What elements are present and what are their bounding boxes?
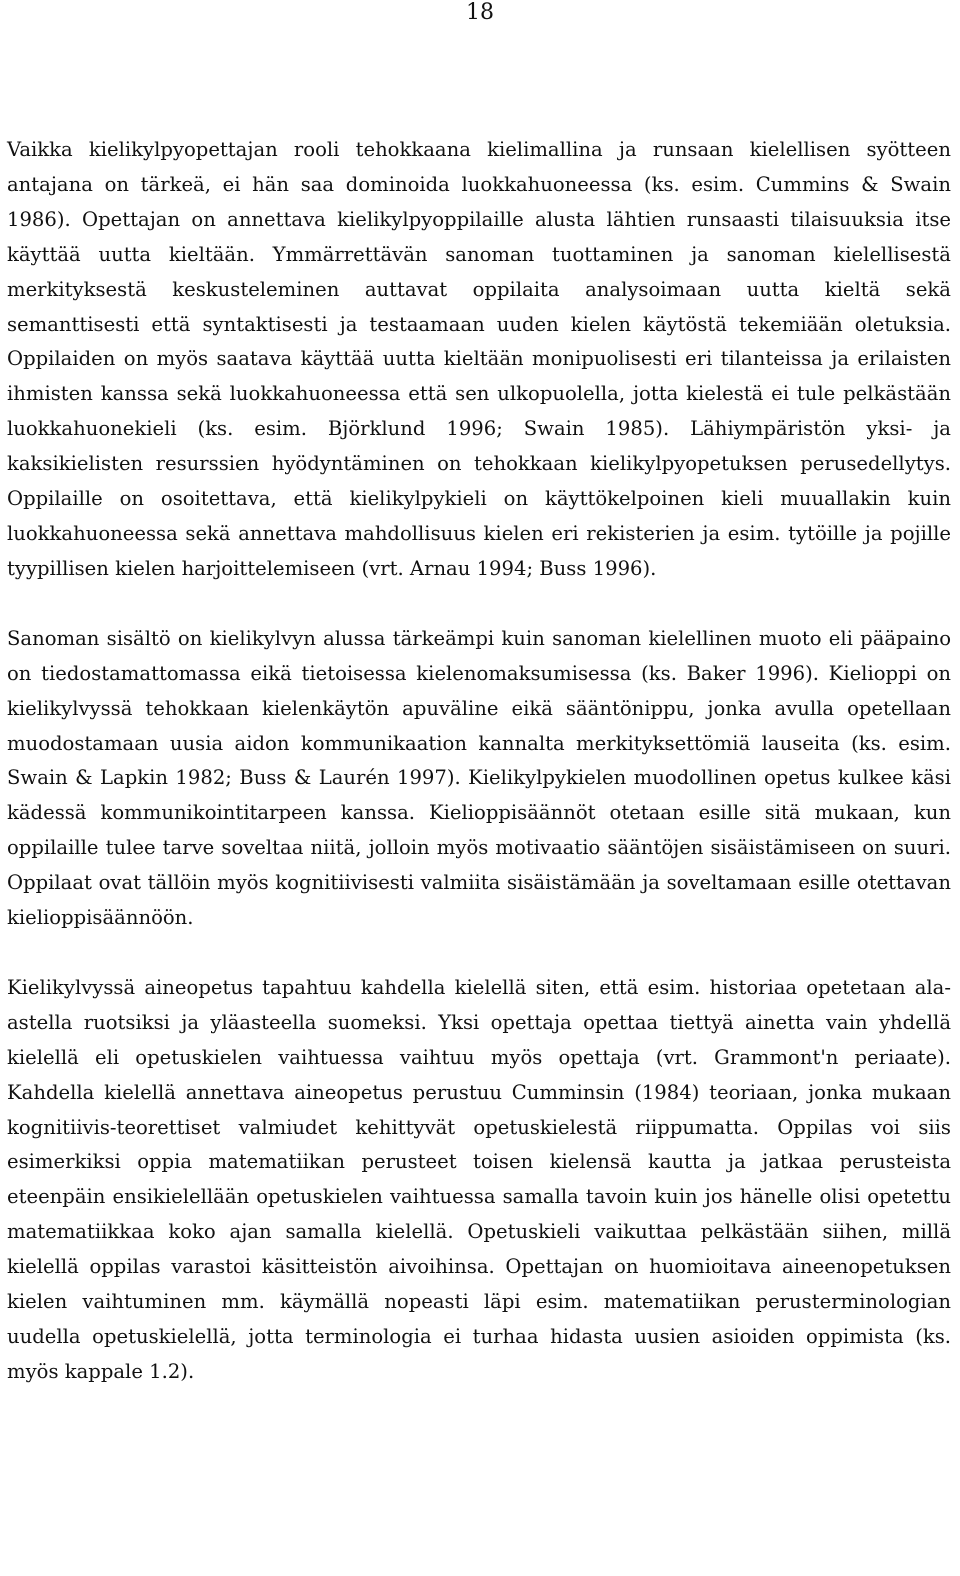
paragraph-3: Kielikylvyssä aineopetus tapahtuu kahdella kielellä siten, että esim. historiaa opetetaan ala-astella ruotsiksi ja yläasteella suomeksi. Yksi opettaja opettaa tiettyä ainetta vain yhdellä kielellä eli opetuskielen vaihtuessa vaihtuu myös opettaja (vrt. Grammont'n periaate). Kahdella kielellä annettava aineopetus perustuu Cumminsin (1984) teoriaan, jonka mukaan kognitiivis-teorettiset valmiudet kehittyvät opetuskielestä riippumatta. Oppilas voi siis esimerkiksi oppia matematiikan perusteet toisen kielensä kautta ja jatkaa perusteista eteenpäin ensikielellään opetuskielen vaihtuessa samalla tavoin kuin jos hänelle olisi opetettu matematiikkaa koko ajan samalla kielellä. Opetuskieli vaikuttaa pelkästään siihen, millä kielellä oppilas varastoi käsitteistön aivoihinsa. Opettajan on huomioitava aineenopetuksen kielen vaihtuminen mm. käymällä nopeasti läpi esim. matematiikan perusterminologian uudella opetuskielellä, jotta terminologia ei turhaa hidasta uusien asioiden oppimista (ks. myös kappale 1.2). <box>7 975 951 1383</box>
paragraph-2: Sanoman sisältö on kielikylvyn alussa tärkeämpi kuin sanoman kielellinen muoto eli pääpaino on tiedostamattomassa eikä tietoisessa kielenomaksumisessa (ks. Baker 1996). Kielioppi on kielikylvyssä tehokkaan kielenkäytön apuväline eikä sääntönippu, jonka avulla opetellaan muodostamaan uusia aidon kommunikaation kannalta merkityksettömiä lauseita (ks. esim. Swain & Lapkin 1982; Buss & Laurén 1997). Kielikylpykielen muodollinen opetus kulkee käsi kädessä kommunikointitarpeen kanssa. Kielioppisäännöt otetaan esille sitä mukaan, kun oppilaille tulee tarve soveltaa niitä, jolloin myös motivaatio sääntöjen sisäistämiseen on suuri. Oppilaat ovat tällöin myös kognitiivisesti valmiita sisäistämään ja soveltamaan esille otettavan kielioppisäännöön. <box>7 626 951 930</box>
page-number: 18 <box>466 0 494 25</box>
paragraph-1: Vaikka kielikylpyopettajan rooli tehokkaana kielimallina ja runsaan kielellisen syötteen antajana on tärkeä, ei hän saa dominoida luokkahuoneessa (ks. esim. Cummins & Swain 1986). Opettajan on annettava kielikylpyoppilaille alusta lähtien runsaasti tilaisuuksia itse käyttää uutta kieltään. Ymmärrettävän sanoman tuottaminen ja sanoman kielellisestä merkityksestä keskusteleminen auttavat oppilaita analysoimaan uutta kieltä sekä semanttisesti että syntaktisesti ja testaamaan uuden kielen käytöstä tekemiään oletuksia. Oppilaiden on myös saatava käyttää uutta kieltään monipuolisesti eri tilanteissa ja erilaisten ihmisten kanssa sekä luokkahuoneessa että sen ulkopuolella, jotta kielestä ei tule pelkästään luokkahuonekieli (ks. esim. Björklund 1996; Swain 1985). Lähiympäristön yksi- ja kaksikielisten resurssien hyödyntäminen on tehokkaan kielikylpyopetuksen perusedellytys. Oppilaille on osoitettava, että kielikylpykieli on käyttökelpoinen kieli muuallakin kuin luokkahuoneessa sekä annettava mahdollisuus kielen eri rekisterien ja esim. tytöille ja pojille tyypillisen kielen harjoittelemiseen (vrt. Arnau 1994; Buss 1996). <box>7 138 951 580</box>
document-body <box>7 133 951 1390</box>
